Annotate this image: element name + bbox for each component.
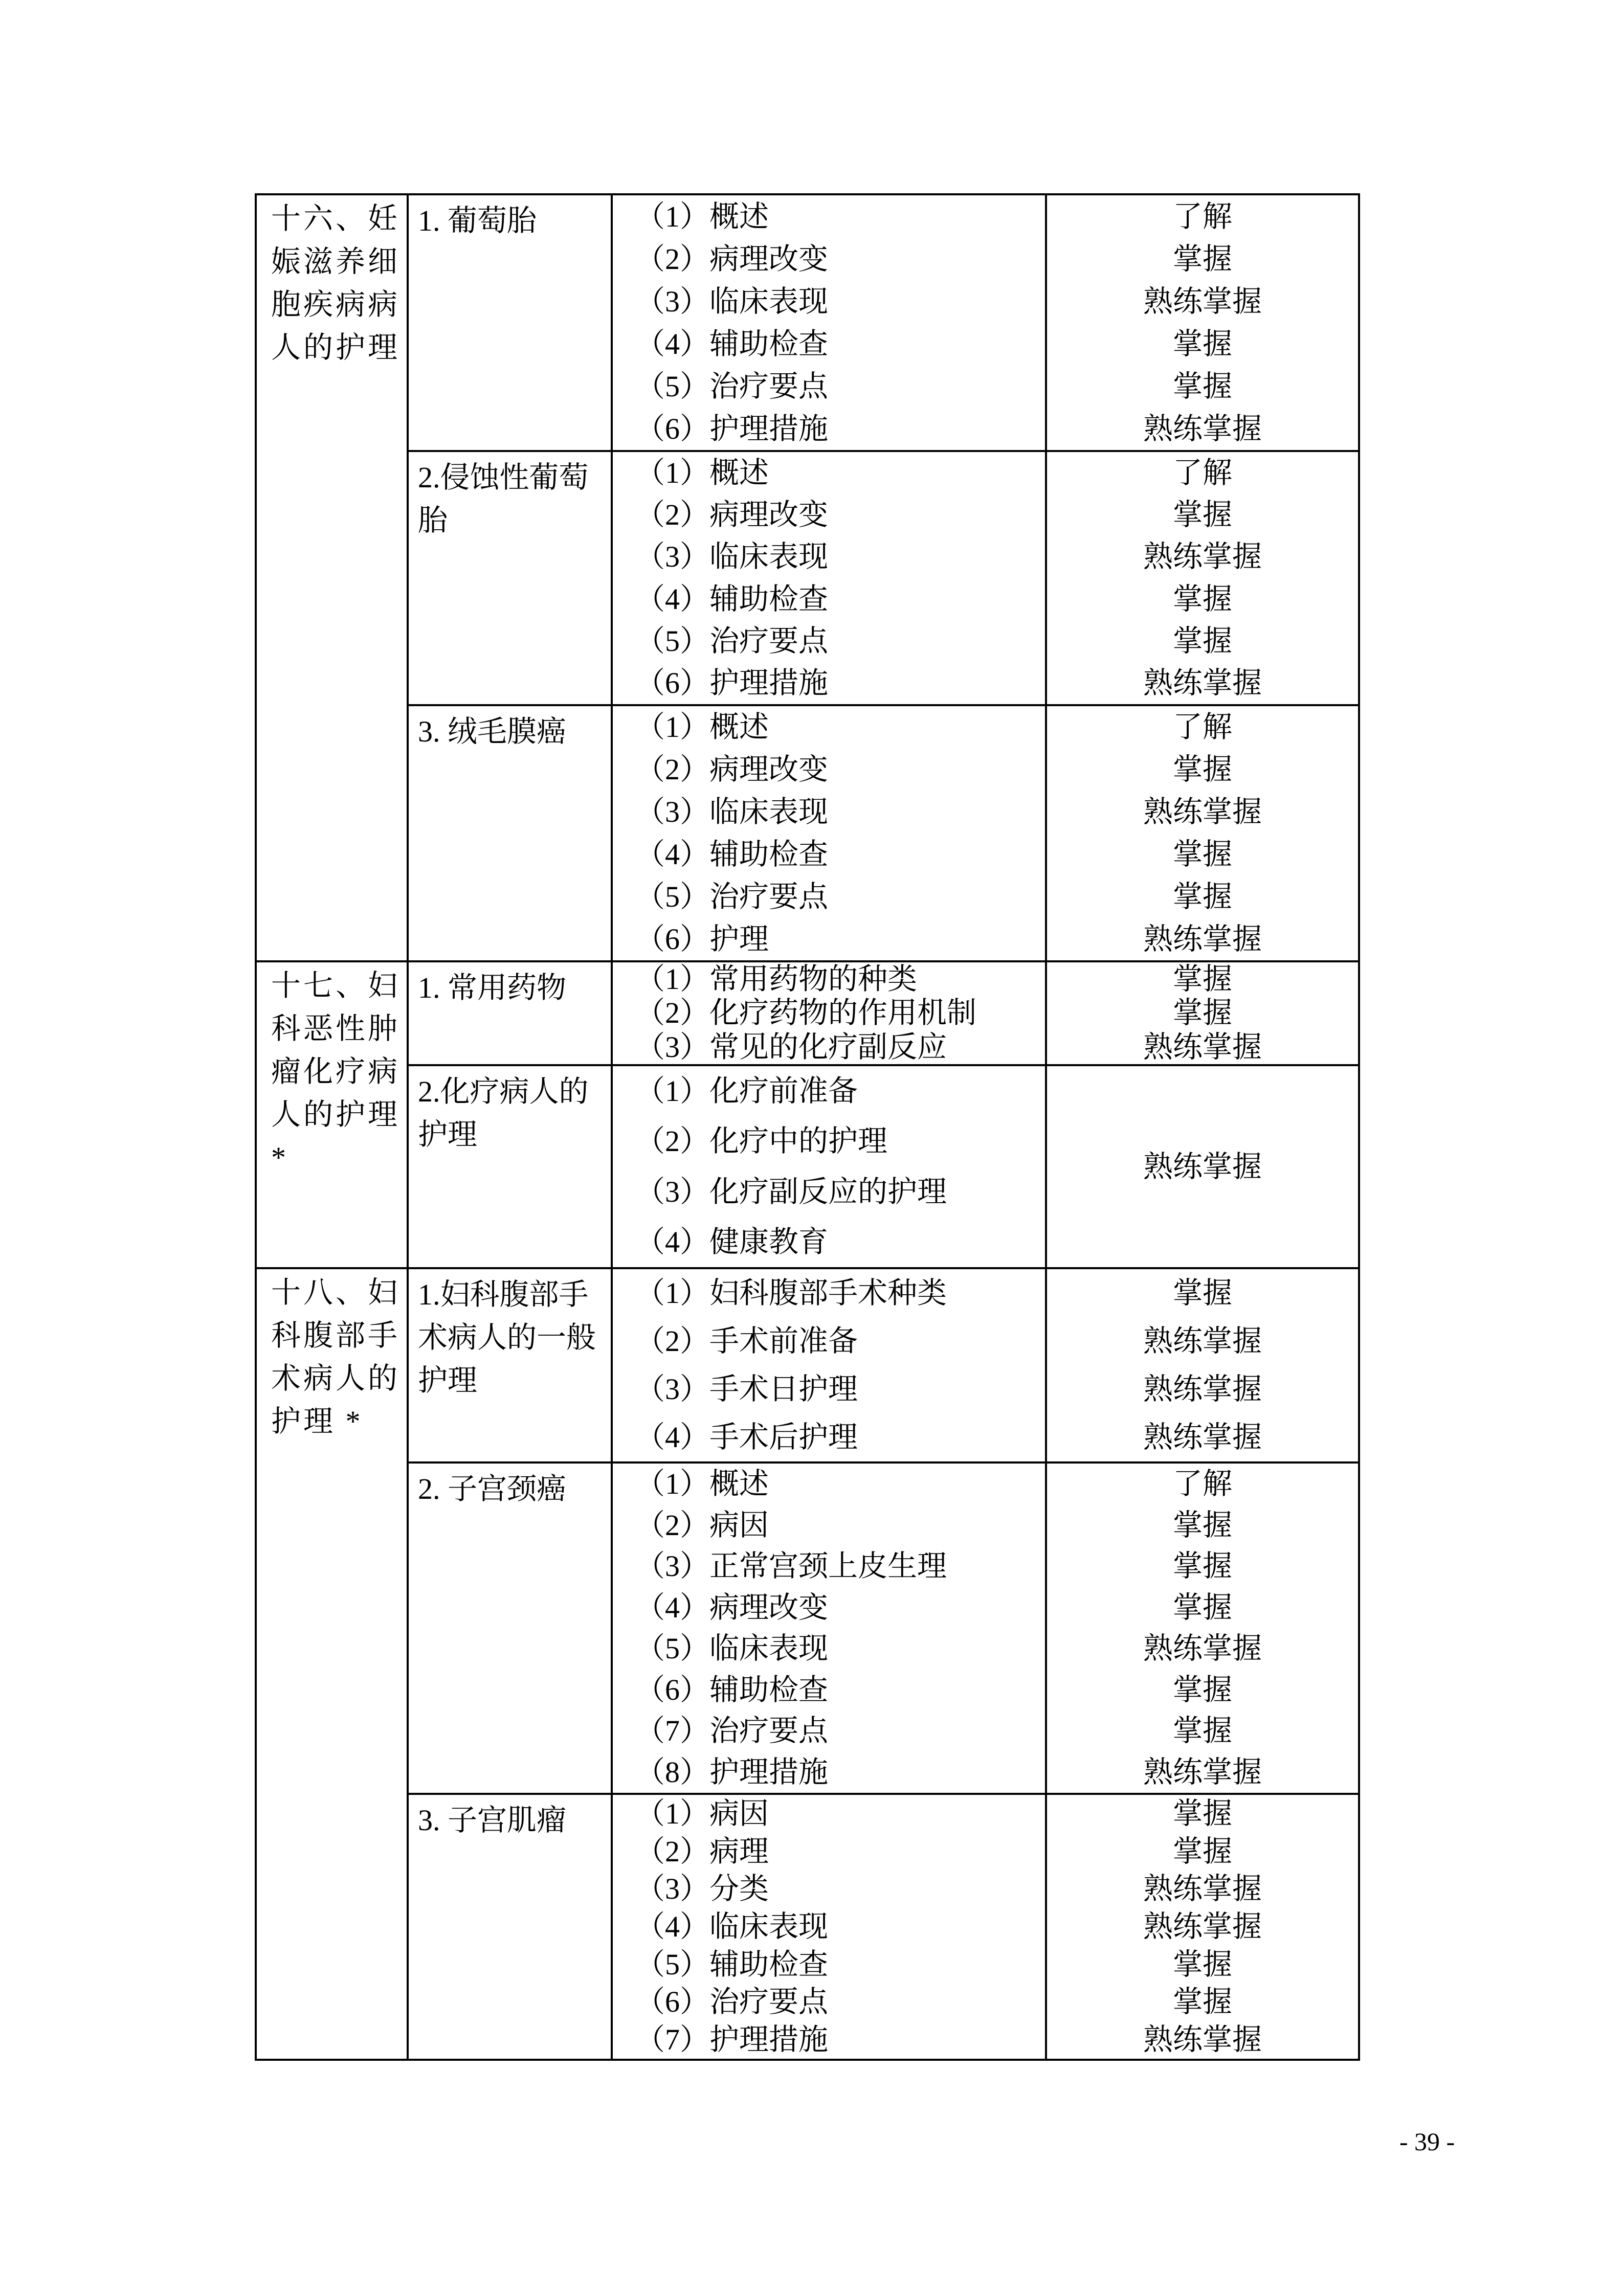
level-line: 掌握 bbox=[1172, 1796, 1232, 1830]
level-line: 了解 bbox=[1172, 1467, 1232, 1501]
section-cell bbox=[408, 1462, 612, 1794]
item-line: （4）临床表现 bbox=[635, 1909, 829, 1943]
level-line: 掌握 bbox=[1172, 753, 1232, 786]
items-list bbox=[613, 706, 1045, 960]
level-line: 了解 bbox=[1172, 199, 1232, 233]
chapter-title-line: * bbox=[271, 1141, 288, 1174]
levels-cell bbox=[1046, 451, 1359, 705]
item-line: （2）化疗中的护理 bbox=[635, 1124, 888, 1158]
items-cell bbox=[612, 1268, 1046, 1462]
items-cell bbox=[612, 1462, 1046, 1794]
level-line: 掌握 bbox=[1172, 242, 1232, 276]
level-line: 了解 bbox=[1172, 456, 1232, 490]
level-line: 熟练掌握 bbox=[1143, 540, 1262, 574]
level-line: 掌握 bbox=[1172, 837, 1232, 871]
level-line: 掌握 bbox=[1172, 962, 1232, 996]
section-title bbox=[418, 1070, 607, 1156]
syllabus-table bbox=[255, 193, 1360, 2061]
level-line: 熟练掌握 bbox=[1143, 1372, 1262, 1406]
item-line: （5）治疗要点 bbox=[635, 369, 829, 403]
levels-list bbox=[1047, 706, 1358, 960]
table-row bbox=[256, 1268, 1359, 1462]
levels-list bbox=[1047, 1066, 1358, 1267]
level-line: 掌握 bbox=[1172, 1714, 1232, 1748]
levels-cell bbox=[1046, 705, 1359, 961]
level-line: 熟练掌握 bbox=[1143, 666, 1262, 700]
item-line: （2）化疗药物的作用机制 bbox=[635, 996, 977, 1030]
section-title-line: 3. 绒毛膜癌 bbox=[418, 715, 567, 748]
item-line: （2）病理改变 bbox=[635, 242, 829, 276]
section-cell bbox=[408, 1065, 612, 1268]
level-line: 掌握 bbox=[1172, 1508, 1232, 1542]
table-row bbox=[256, 1462, 1359, 1794]
section-cell bbox=[408, 1794, 612, 2060]
chapter-title bbox=[271, 1271, 399, 1443]
item-line: （5）辅助检查 bbox=[635, 1947, 829, 1981]
item-line: （5）治疗要点 bbox=[635, 624, 829, 658]
item-line: （3）正常宫颈上皮生理 bbox=[635, 1549, 947, 1583]
section-cell bbox=[408, 705, 612, 961]
levels-list bbox=[1047, 1269, 1358, 1461]
section-title bbox=[418, 966, 607, 1009]
section-title bbox=[418, 199, 607, 242]
section-title-line: 1. 常用药物 bbox=[418, 971, 567, 1004]
level-line: 熟练掌握 bbox=[1143, 1324, 1262, 1358]
item-line: （7）护理措施 bbox=[635, 2023, 829, 2057]
level-line: 熟练掌握 bbox=[1143, 1030, 1262, 1064]
chapter-title-line: 十七、妇 bbox=[271, 969, 401, 1002]
item-line: （2）手术前准备 bbox=[635, 1324, 858, 1358]
item-line: （2）病理改变 bbox=[635, 753, 829, 786]
levels-list bbox=[1047, 1795, 1358, 2059]
items-list bbox=[613, 452, 1045, 704]
item-line: （2）病理 bbox=[635, 1834, 769, 1868]
item-line: （1）概述 bbox=[635, 199, 769, 233]
level-line: 掌握 bbox=[1172, 1834, 1232, 1868]
item-line: （6）治疗要点 bbox=[635, 1985, 829, 2019]
item-line: （4）健康教育 bbox=[635, 1225, 829, 1258]
section-title bbox=[418, 710, 607, 753]
section-title-line: 2. 子宫颈癌 bbox=[418, 1472, 567, 1505]
table-row bbox=[256, 1794, 1359, 2060]
item-line: （3）化疗副反应的护理 bbox=[635, 1175, 947, 1208]
level-line: 掌握 bbox=[1172, 1549, 1232, 1583]
items-list bbox=[613, 1066, 1045, 1267]
section-cell bbox=[408, 194, 612, 451]
levels-cell bbox=[1046, 1462, 1359, 1794]
item-line: （1）妇科腹部手术种类 bbox=[635, 1276, 947, 1310]
level-line: 熟练掌握 bbox=[1143, 284, 1262, 318]
level-line: 熟练掌握 bbox=[1143, 2023, 1262, 2057]
level-line: 熟练掌握 bbox=[1143, 922, 1262, 956]
items-cell bbox=[612, 1794, 1046, 2060]
item-line: （4）病理改变 bbox=[635, 1590, 829, 1624]
chapter-cell-17 bbox=[256, 961, 408, 1268]
item-line: （3）临床表现 bbox=[635, 284, 829, 318]
section-title-line: 护理 bbox=[418, 1118, 478, 1151]
section-title bbox=[418, 1273, 607, 1402]
items-cell bbox=[612, 451, 1046, 705]
section-title bbox=[418, 1799, 607, 1842]
level-line: 了解 bbox=[1172, 710, 1232, 744]
level-line: 熟练掌握 bbox=[1143, 1150, 1262, 1183]
item-line: （6）护理措施 bbox=[635, 666, 829, 700]
section-title-line: 2.化疗病人的 bbox=[418, 1075, 589, 1108]
page-number: - 39 - bbox=[1399, 2127, 1455, 2156]
chapter-title-line: 十八、妇 bbox=[271, 1276, 401, 1309]
item-line: （1）概述 bbox=[635, 1467, 769, 1501]
item-line: （4）手术后护理 bbox=[635, 1421, 858, 1454]
item-line: （1）概述 bbox=[635, 456, 769, 490]
items-list bbox=[613, 1269, 1045, 1461]
level-line: 掌握 bbox=[1172, 624, 1232, 658]
chapter-cell-16 bbox=[256, 194, 408, 961]
chapter-title-line: 科腹部手 bbox=[271, 1319, 401, 1352]
level-line: 掌握 bbox=[1172, 1673, 1232, 1706]
level-line: 熟练掌握 bbox=[1143, 412, 1262, 445]
levels-list bbox=[1047, 962, 1358, 1064]
item-line: （3）临床表现 bbox=[635, 795, 829, 829]
level-line: 掌握 bbox=[1172, 1947, 1232, 1981]
chapter-title bbox=[271, 964, 399, 1179]
levels-list bbox=[1047, 452, 1358, 704]
items-cell bbox=[612, 1065, 1046, 1268]
item-line: （7）治疗要点 bbox=[635, 1714, 829, 1748]
chapter-title-line: 瘤化疗病 bbox=[271, 1055, 401, 1088]
chapter-title bbox=[271, 197, 399, 369]
levels-list bbox=[1047, 1464, 1358, 1793]
items-cell bbox=[612, 961, 1046, 1065]
items-list bbox=[613, 195, 1045, 450]
section-title-line: 1. 葡萄胎 bbox=[418, 204, 537, 237]
section-title bbox=[418, 1468, 607, 1511]
item-line: （8）护理措施 bbox=[635, 1755, 829, 1789]
section-title-line: 胎 bbox=[418, 504, 448, 537]
item-line: （1）概述 bbox=[635, 710, 769, 744]
level-line: 掌握 bbox=[1172, 1985, 1232, 2019]
level-line: 掌握 bbox=[1172, 369, 1232, 403]
chapter-title-line: 护理 * bbox=[271, 1405, 363, 1438]
level-line: 掌握 bbox=[1172, 880, 1232, 913]
section-cell bbox=[408, 451, 612, 705]
chapter-title-line: 娠滋养细 bbox=[271, 245, 401, 278]
levels-list bbox=[1047, 195, 1358, 450]
chapter-title-line: 术病人的 bbox=[271, 1362, 401, 1395]
section-cell bbox=[408, 961, 612, 1065]
levels-cell bbox=[1046, 961, 1359, 1065]
level-line: 掌握 bbox=[1172, 582, 1232, 616]
items-list bbox=[613, 1795, 1045, 2059]
chapter-title-line: 十六、妊 bbox=[271, 202, 401, 235]
item-line: （4）辅助检查 bbox=[635, 837, 829, 871]
item-line: （6）辅助检查 bbox=[635, 1673, 829, 1706]
level-line: 掌握 bbox=[1172, 1276, 1232, 1310]
level-line: 熟练掌握 bbox=[1143, 1872, 1262, 1906]
chapter-title-line: 人的护理 bbox=[271, 1098, 401, 1131]
item-line: （2）病因 bbox=[635, 1508, 769, 1542]
chapter-title-line: 胞疾病病 bbox=[271, 288, 401, 321]
levels-cell bbox=[1046, 194, 1359, 451]
chapter-cell-18 bbox=[256, 1268, 408, 2060]
item-line: （3）临床表现 bbox=[635, 540, 829, 574]
level-line: 掌握 bbox=[1172, 498, 1232, 532]
level-line: 熟练掌握 bbox=[1143, 1421, 1262, 1454]
level-line: 掌握 bbox=[1172, 327, 1232, 361]
level-line: 熟练掌握 bbox=[1143, 1755, 1262, 1789]
item-line: （6）护理措施 bbox=[635, 412, 829, 445]
table-row bbox=[256, 1065, 1359, 1268]
chapter-title-line: 科恶性肿 bbox=[271, 1012, 401, 1045]
item-line: （5）临床表现 bbox=[635, 1632, 829, 1665]
item-line: （4）辅助检查 bbox=[635, 582, 829, 616]
levels-cell bbox=[1046, 1065, 1359, 1268]
levels-cell bbox=[1046, 1794, 1359, 2060]
section-cell bbox=[408, 1268, 612, 1462]
item-line: （4）辅助检查 bbox=[635, 327, 829, 361]
chapter-title-line: 人的护理 bbox=[271, 331, 401, 364]
level-line: 熟练掌握 bbox=[1143, 1909, 1262, 1943]
table-row bbox=[256, 194, 1359, 451]
item-line: （5）治疗要点 bbox=[635, 880, 829, 913]
items-cell bbox=[612, 705, 1046, 961]
table-row bbox=[256, 961, 1359, 1065]
level-line: 掌握 bbox=[1172, 1590, 1232, 1624]
table-row bbox=[256, 451, 1359, 705]
section-title-line: 护理 bbox=[418, 1364, 478, 1397]
item-line: （3）常见的化疗副反应 bbox=[635, 1030, 947, 1064]
items-list bbox=[613, 962, 1045, 1064]
item-line: （3）手术日护理 bbox=[635, 1372, 858, 1406]
items-cell bbox=[612, 194, 1046, 451]
level-line: 熟练掌握 bbox=[1143, 1632, 1262, 1665]
level-line: 掌握 bbox=[1172, 996, 1232, 1030]
section-title-line: 术病人的一般 bbox=[418, 1321, 596, 1354]
section-title-line: 1.妇科腹部手 bbox=[418, 1278, 589, 1311]
items-list bbox=[613, 1464, 1045, 1793]
item-line: （6）护理 bbox=[635, 922, 769, 956]
table-row bbox=[256, 705, 1359, 961]
section-title bbox=[418, 456, 607, 542]
item-line: （1）化疗前准备 bbox=[635, 1074, 858, 1108]
item-line: （1）常用药物的种类 bbox=[635, 962, 918, 996]
item-line: （1）病因 bbox=[635, 1796, 769, 1830]
levels-cell bbox=[1046, 1268, 1359, 1462]
level-line: 熟练掌握 bbox=[1143, 795, 1262, 829]
section-title-line: 2.侵蚀性葡萄 bbox=[418, 461, 589, 494]
item-line: （2）病理改变 bbox=[635, 498, 829, 532]
item-line: （3）分类 bbox=[635, 1872, 769, 1906]
section-title-line: 3. 子宫肌瘤 bbox=[418, 1804, 567, 1837]
